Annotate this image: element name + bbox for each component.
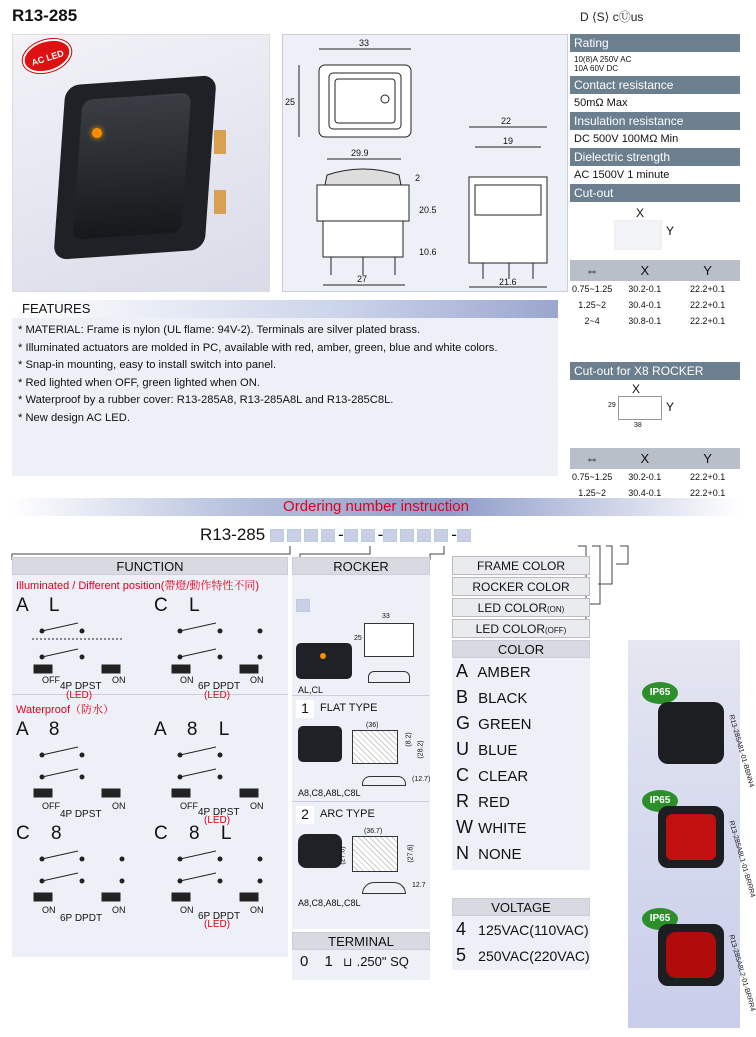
dim-rocker-height: 2 <box>415 173 421 183</box>
off-label: OFF <box>42 675 60 685</box>
rocker-blank-label: AL,CL <box>298 685 324 695</box>
dim-side-inner: 19 <box>503 136 514 146</box>
dimension-drawing <box>282 34 568 292</box>
spec-dielectric-head: Dielectric strength <box>570 148 740 166</box>
cutout-x8-x-label: X <box>632 382 641 396</box>
ip65-badge: IP65 <box>642 682 678 704</box>
cutout-table <box>570 260 740 329</box>
rocker-dim: (27.6) <box>339 846 347 865</box>
on-label: ON <box>112 905 126 915</box>
dimension-drawing-svg <box>283 35 569 293</box>
terminal-icon: ⊔ <box>343 955 353 969</box>
wiring-diagram-a8 <box>12 741 142 801</box>
voltage-panel <box>452 898 590 970</box>
arc-rocker-drawing <box>352 836 398 872</box>
cutout-x8-y-label: Y <box>666 400 675 414</box>
ac-led-badge: AC LED <box>18 33 75 79</box>
function-item-c8l[interactable] <box>150 823 288 930</box>
function-item-al[interactable] <box>12 595 150 701</box>
table-cell: 30.2-0.1 <box>628 284 662 294</box>
rocker-panel <box>292 557 430 929</box>
code-slot <box>296 599 310 612</box>
function-desc: 6P DPDT <box>198 681 241 692</box>
table-cell: 22.2+0.1 <box>689 300 726 310</box>
rocker-dim: 12.7 <box>412 882 426 889</box>
function-item-a8[interactable] <box>12 719 150 823</box>
color-option[interactable]: C CLEAR <box>456 765 529 785</box>
model-code: R13-285 - - - <box>200 525 474 545</box>
rocker-blank[interactable] <box>292 575 430 695</box>
off-label: OFF <box>180 801 198 811</box>
wiring-diagram-c8l <box>150 845 280 905</box>
color-option[interactable]: W WHITE <box>456 817 527 837</box>
wiring-diagram-a8l <box>150 741 280 801</box>
on-label: ON <box>112 801 126 811</box>
thickness-icon: ⇔ <box>570 260 614 281</box>
certification-marks: D ⟨S⟩ cⓊus <box>580 10 644 24</box>
ip65-badge: IP65 <box>642 790 678 812</box>
table-cell: 2~4 <box>584 316 600 326</box>
on-label: ON <box>112 675 126 685</box>
function-item-cl[interactable] <box>150 595 288 701</box>
wiring-diagram-al <box>12 617 142 677</box>
rocker-dim: (36.7) <box>364 828 383 835</box>
dim-body-depth: 20.5 <box>419 205 437 215</box>
function-desc: 4P DPST <box>60 681 102 692</box>
rocker-dim: (12.7) <box>412 776 431 783</box>
terminal-heading: TERMINAL <box>292 932 430 950</box>
rocker-heading: ROCKER <box>292 557 430 575</box>
rocker-type-name: FLAT TYPE <box>320 702 378 714</box>
spec-rating-value: 10(8)A 250V AC 10A 60V DC <box>570 52 740 76</box>
led-tag: (LED) <box>204 919 231 930</box>
rocker-dim: (28.2) <box>417 740 425 759</box>
dim-side-width: 22 <box>501 116 512 126</box>
spec-insulation-head: Insulation resistance <box>570 112 740 130</box>
function-code: A 8 <box>16 719 68 740</box>
feature-item: * Illuminated actuators are molded in PC, available with red, amber, green, blue and white colors. <box>18 341 498 354</box>
rocker-blank-photo <box>296 643 352 679</box>
dim-base-width: 27 <box>357 274 368 284</box>
function-code: C 8 <box>16 823 70 844</box>
function-code: C 8 L <box>154 823 240 844</box>
terminal-pin <box>214 190 226 214</box>
function-item-c8[interactable] <box>12 823 150 927</box>
cutout-x8-dim-w: 38 <box>634 422 642 429</box>
waterproof-label: Waterproof（防水） <box>16 704 115 716</box>
feature-item: * MATERIAL: Frame is nylon (UL flame: 94V-2). Terminals are silver plated brass. <box>18 324 421 336</box>
table-cell: 30.4-0.1 <box>628 300 662 310</box>
color-option[interactable]: N NONE <box>456 843 522 863</box>
function-heading: FUNCTION <box>12 557 288 575</box>
cutout-x-label: X <box>636 206 645 220</box>
ip65-badge: IP65 <box>642 908 678 930</box>
thickness-icon: ⇔ <box>570 448 614 469</box>
table-cell: 30.2-0.1 <box>628 472 662 482</box>
color-option[interactable]: B BLACK <box>456 687 528 707</box>
product-title: R13-285 <box>12 6 78 25</box>
cutout-y-label: Y <box>666 224 675 238</box>
cutout-col-x: X <box>614 260 675 281</box>
led-color-off-tag: LED COLOR(OFF) <box>452 619 590 638</box>
on-label: ON <box>250 801 264 811</box>
rocker-blank-side <box>368 671 410 683</box>
spec-rating-head: Rating <box>570 34 740 52</box>
function-item-a8l[interactable] <box>150 719 288 826</box>
voltage-heading: VOLTAGE <box>452 898 590 916</box>
model-prefix: R13-285 <box>200 525 266 544</box>
table-cell: 1.25~2 <box>578 488 607 498</box>
rocker-code: 2 <box>296 806 314 824</box>
function-desc: 4P DPST <box>60 809 102 820</box>
ordering-heading: Ordering number instruction <box>12 498 740 516</box>
cutout-col-y: Y <box>675 260 740 281</box>
cutout-diagram <box>570 202 740 252</box>
led-tag: (LED) <box>204 690 231 701</box>
led-color-on-tag: LED COLOR(ON) <box>452 598 590 617</box>
cutout-x8-col-y: Y <box>675 448 740 469</box>
terminal-code: 0 1 <box>300 953 339 970</box>
feature-item: * Red lighted when OFF, green lighted when ON. <box>18 376 260 389</box>
sample-gallery <box>628 640 756 1028</box>
spec-contact-value: 50mΩ Max <box>570 94 740 112</box>
led-tag: (LED) <box>204 815 231 826</box>
on-label: ON <box>42 905 56 915</box>
color-heading: COLOR <box>452 640 590 658</box>
feature-item: * Waterproof by a rubber cover: R13-285A8, R13-285A8L and R13-285C8L. <box>18 394 394 406</box>
rocker-models: A8,C8,A8L,C8L <box>298 788 361 798</box>
table-cell: 0.75~1.25 <box>572 472 613 482</box>
rocker-blank-dim-h: 25 <box>354 635 362 642</box>
led-dot <box>320 653 326 659</box>
rocker-type-1[interactable] <box>292 695 430 801</box>
feature-item: * Snap-in mounting, easy to install switch into panel. <box>18 359 277 371</box>
on-label: ON <box>250 905 264 915</box>
spec-table <box>570 34 740 329</box>
sample-black-switch <box>658 702 724 764</box>
spec-insulation-value: DC 500V 100MΩ Min <box>570 130 740 148</box>
features-list <box>12 318 558 476</box>
off-label: OFF <box>42 801 60 811</box>
led-indicator <box>92 128 102 138</box>
table-cell: 30.8-0.1 <box>628 316 662 326</box>
waterproof-grid <box>12 719 288 930</box>
function-grid <box>12 595 288 701</box>
function-code: C L <box>154 595 208 616</box>
on-label: ON <box>180 675 194 685</box>
feature-item: * New design AC LED. <box>18 411 130 424</box>
cutout-x8-diagram <box>570 380 740 432</box>
rocker-code: 1 <box>296 700 314 718</box>
flat-rocker-drawing <box>352 730 398 764</box>
sample-label: R13-285A8L2-01-BRRR4 <box>727 934 756 1013</box>
led-tag: (LED) <box>66 690 93 701</box>
color-option[interactable]: U BLUE <box>456 739 518 759</box>
on-label: ON <box>250 675 264 685</box>
spec-contact-head: Contact resistance <box>570 76 740 94</box>
sample-red-arc-switch <box>658 924 724 986</box>
table-cell: 30.4-0.1 <box>628 488 662 498</box>
flat-rocker-photo <box>298 726 342 762</box>
wiring-diagram-c8 <box>12 845 142 905</box>
color-option[interactable]: R RED <box>456 791 510 811</box>
rocker-blank-drawing <box>364 623 414 657</box>
table-cell: 22.2+0.1 <box>689 284 726 294</box>
rocker-dim: (8.2) <box>405 732 413 747</box>
function-desc: 4P DPST <box>198 807 240 818</box>
sample-red-switch <box>658 806 724 868</box>
voltage-option[interactable]: 4 125VAC(110VAC) <box>456 919 589 939</box>
arc-rocker-side <box>362 882 406 894</box>
on-label: ON <box>180 905 194 915</box>
arc-rocker-photo <box>298 834 342 868</box>
table-cell: 0.75~1.25 <box>572 284 613 294</box>
cutout-shape <box>614 220 662 250</box>
rocker-type-name: ARC TYPE <box>320 808 375 820</box>
color-option[interactable]: G GREEN <box>456 713 532 733</box>
function-code: A 8 L <box>154 719 238 740</box>
terminal-value: .250" SQ <box>356 954 409 969</box>
function-code: A L <box>16 595 68 616</box>
illuminated-label: Illuminated / Different position(帶燈/動作特性不同) <box>16 580 260 592</box>
cutout-x8-col-x: X <box>614 448 675 469</box>
cutout-x8-block <box>570 362 740 517</box>
rocker-dim: (36) <box>366 722 379 729</box>
table-cell: 22.2+0.1 <box>689 472 726 482</box>
spec-dielectric-value: AC 1500V 1 minute <box>570 166 740 184</box>
dim-side-base: 21.6 <box>499 277 517 287</box>
dim-terminal-length: 10.6 <box>419 247 437 257</box>
function-desc: 6P DPDT <box>60 913 103 924</box>
features-heading: FEATURES <box>12 300 558 318</box>
sample-label: R13-285A81-01-BBNN4 <box>727 714 755 789</box>
flat-rocker-side <box>362 776 406 786</box>
table-cell: 22.2+0.1 <box>689 488 726 498</box>
rocker-type-2[interactable] <box>292 801 430 911</box>
terminal-panel <box>292 932 430 980</box>
cutout-x8-head: Cut-out for X8 ROCKER <box>570 362 740 380</box>
voltage-option[interactable]: 5 250VAC(220VAC) <box>456 945 590 965</box>
function-panel <box>12 557 288 957</box>
rocker-models: A8,C8,A8L,C8L <box>298 898 361 908</box>
terminal-pin <box>214 130 226 154</box>
rocker-color-tag: ROCKER COLOR <box>452 577 590 596</box>
table-cell: 1.25~2 <box>578 300 607 310</box>
dim-height: 25 <box>285 97 296 107</box>
frame-color-tag: FRAME COLOR <box>452 556 590 575</box>
cutout-x8-shape <box>618 396 662 420</box>
dim-rocker-width: 29.9 <box>351 148 369 158</box>
color-panel <box>452 640 590 870</box>
color-option[interactable]: A AMBER <box>456 661 531 681</box>
rocker-blank-dim-w: 33 <box>382 613 390 620</box>
function-desc: 6P DPDT <box>198 911 241 922</box>
wiring-diagram-cl <box>150 617 280 677</box>
rocker-dim: (27.6) <box>407 844 415 863</box>
color-tags <box>452 556 590 640</box>
terminal-option[interactable] <box>292 950 430 973</box>
cutout-x8-dim-h: 29 <box>608 402 616 409</box>
switch-rocker <box>73 92 192 239</box>
spec-cutout-head: Cut-out <box>570 184 740 202</box>
sample-label: R13-285A8L1-01-BRRR4 <box>727 820 756 899</box>
table-cell: 22.2+0.1 <box>689 316 726 326</box>
dim-width: 33 <box>359 38 370 48</box>
